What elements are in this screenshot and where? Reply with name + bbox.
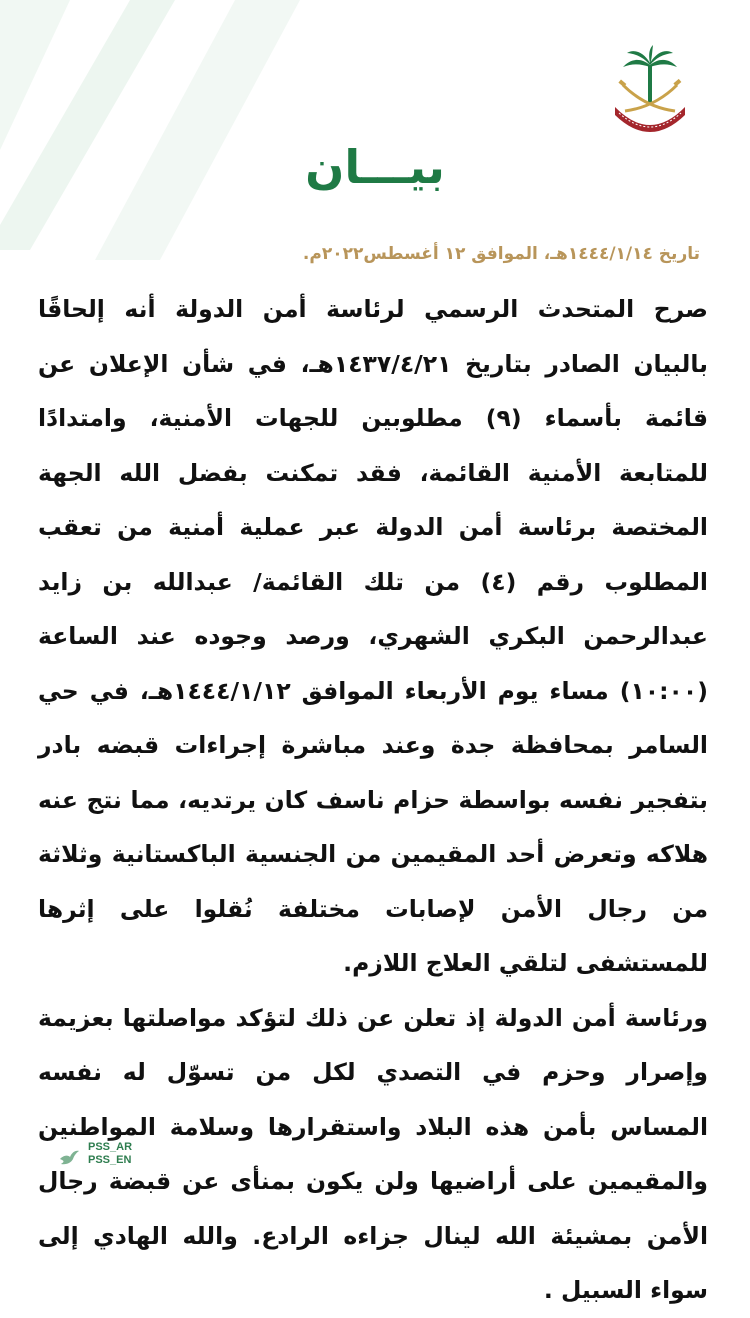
background-stripes (0, 0, 320, 260)
dove-icon (58, 1147, 80, 1169)
statement-date: تاريخ ١٤٤٤/١/١٤هـ، الموافق ١٢ أغسطس٢٠٢٢م. (302, 244, 700, 264)
social-footer (58, 1141, 178, 1177)
handle-english[interactable]: PSS_EN (88, 1154, 132, 1166)
state-security-emblem (605, 45, 695, 145)
page-title: بيـــان (305, 140, 445, 194)
body-paragraph-2: ورئاسة أمن الدولة إذ تعلن عن ذلك لتؤكد مواصلتها بعزيمة وإصرار وحزم في التصدي لكل من تسوّل له نفسه المساس بأمن هذه البلاد واستقرارها وسلامة المواطنين والمقيمين على أراضيها ولن يكون بمنأى عن قبضة رجال الأمن بمشيئة الله لينال جزاءه الرادع. والله الهادي إلى سواء السبيل . (38, 1003, 708, 1304)
palm-swords-emblem-icon (605, 45, 695, 145)
handle-arabic[interactable]: PSS_AR (88, 1141, 133, 1153)
body-paragraph-1: صرح المتحدث الرسمي لرئاسة أمن الدولة أنه إلحاقًا بالبيان الصادر بتاريخ ١٤٣٧/٤/٢١هـ، في شأن الإعلان عن قائمة بأسماء (٩) مطلوبين للجهات الأمنية، وامتدادًا للمتابعة الأمنية القائمة، فقد تمكنت بفضل الله الجهة المختصة برئاسة أمن الدولة عبر عملية أمنية من تعقب المطلوب رقم (٤) من تلك القائمة/ عبدالله بن زايد عبدالرحمن البكري الشهري، ورصد وجوده عند الساعة (١٠:٠٠) مساء يوم الأربعاء الموافق ١٤٤٤/١/١٢هـ، في حي السامر بمحافظة جدة وعند مباشرة إجراءات قبضه بادر بتفجير نفسه بواسطة حزام ناسف كان يرتديه، مما نتج عنه هلاكه وتعرض أحد المقيمين من الجنسية الباكستانية وثلاثة من رجال الأمن لإصابات مختلفة نُقلوا على إثرها للمستشفى لتلقي العلاج اللازم. (38, 295, 709, 977)
